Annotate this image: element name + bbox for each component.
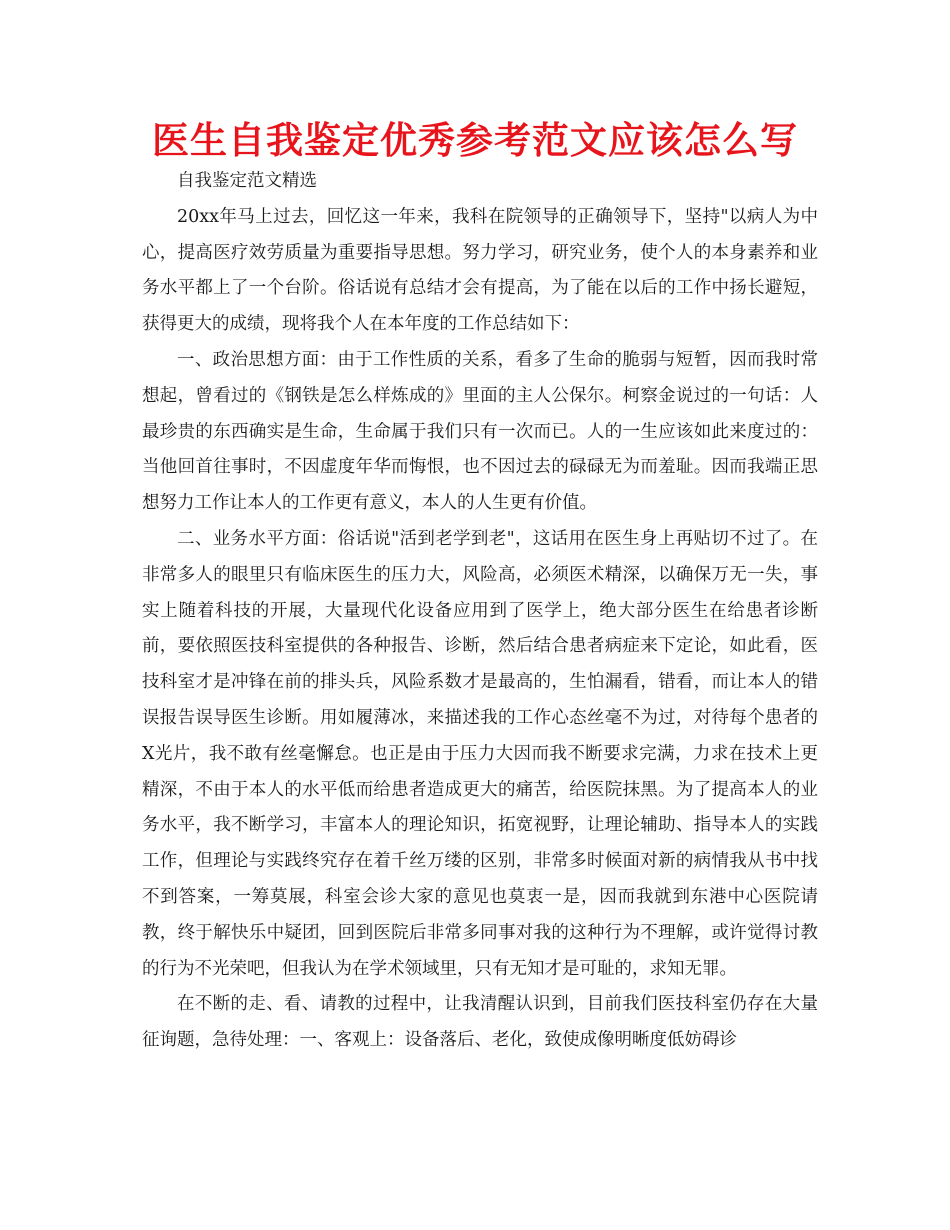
document-title: 医生自我鉴定优秀参考范文应该怎么写 <box>152 119 798 162</box>
paragraph-political: 一、政治思想方面：由于工作性质的关系，看多了生命的脆弱与短暂，因而我时常想起，曾看过的《钢铁是怎么样炼成的》里面的主人公保尔。柯察金说过的一句话：人最珍贵的东西确实是生命，生命属于我们只有一次而已。人的一生应该如此来度过的：当他回首往事时，不因虚度年华而悔恨，也不因过去的碌碌无为而羞耻。因而我端正思想努力工作让本人的工作更有意义，本人的人生更有价值。 <box>142 349 818 514</box>
document-subtitle: 自我鉴定范文精选 <box>177 171 317 191</box>
paragraph-intro: 20xx年马上过去，回忆这一年来，我科在院领导的正确领导下，坚持"以病人为中心，提高医疗效劳质量为重要指导思想。努力学习，研究业务，使个人的本身素养和业务水平都上了一个台阶。俗话说有总结才会有提高，为了能在以后的工作中扬长避短，获得更大的成绩，现将我个人在本年度的工作总结如下： <box>142 206 818 335</box>
document-body <box>142 164 818 1059</box>
paragraph-problems: 在不断的走、看、请教的过程中，让我清醒认识到，目前我们医技科室仍存在大量征询题，急待处理：一、客观上：设备落后、老化，致使成像明晰度低妨碍诊 <box>142 994 818 1051</box>
paragraph-professional: 二、业务水平方面：俗话说"活到老学到老"，这话用在医生身上再贴切不过了。在非常多人的眼里只有临床医生的压力大，风险高，必须医术精深，以确保万无一失，事实上随着科技的开展，大量现代化设备应用到了医学上，绝大部分医生在给患者诊断前，要依照医技科室提供的各种报告、诊断，然后结合患者病症来下定论，如此看，医技科室才是冲锋在前的排头兵，风险系数才是最高的，生怕漏看，错看，而让本人的错误报告误导医生诊断。用如履薄冰，来描述我的工作心态丝毫不为过，对待每个患者的X光片，我不敢有丝毫懈怠。也正是由于压力大因而我不断要求完满，力求在技术上更精深，不由于本人的水平低而给患者造成更大的痛苦，给医院抹黑。为了提高本人的业务水平，我不断学习，丰富本人的理论知识，拓宽视野，让理论辅助、指导本人的实践工作，但理论与实践终究存在着千丝万缕的区别，非常多时候面对新的病情我从书中找不到答案，一筹莫展，科室会诊大家的意见也莫衷一是，因而我就到东港中心医院请教，终于解快乐中疑团，回到医院后非常多同事对我的这种行为不理解，或许觉得讨教的行为不光荣吧，但我认为在学术领域里，只有无知才是可耻的，求知无罪。 <box>142 528 818 979</box>
